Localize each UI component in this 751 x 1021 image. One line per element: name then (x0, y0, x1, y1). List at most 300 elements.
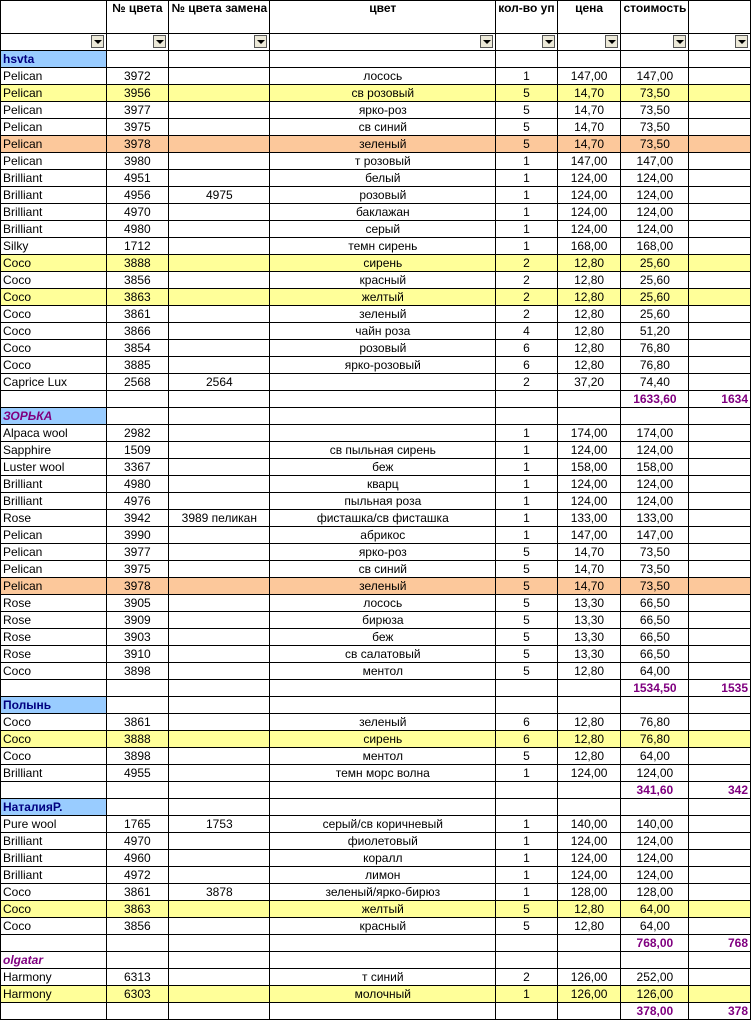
cell-repl[interactable] (169, 629, 270, 646)
cell-brand[interactable]: Pure wool (1, 816, 107, 833)
cell-repl[interactable] (169, 357, 270, 374)
cell-repl[interactable] (169, 867, 270, 884)
cell-price[interactable]: 14,70 (557, 85, 621, 102)
cell-brand[interactable]: Pelican (1, 102, 107, 119)
cell-price[interactable]: 37,20 (557, 374, 621, 391)
cell-color[interactable]: беж (270, 629, 496, 646)
cell-cost[interactable]: 124,00 (621, 833, 689, 850)
cell-repl[interactable] (169, 986, 270, 1003)
filter-dropdown-button[interactable] (735, 35, 748, 48)
cell-repl[interactable] (169, 612, 270, 629)
cell-cost[interactable]: 25,60 (621, 289, 689, 306)
cell-qty[interactable]: 1 (496, 816, 558, 833)
cell-cost[interactable]: 252,00 (621, 969, 689, 986)
cell-cost[interactable]: 147,00 (621, 153, 689, 170)
cell-qty[interactable]: 1 (496, 221, 558, 238)
cell-cost[interactable]: 124,00 (621, 493, 689, 510)
cell-brand[interactable]: Coco (1, 306, 107, 323)
cell-brand[interactable]: Brilliant (1, 833, 107, 850)
cell-brand[interactable]: Rose (1, 612, 107, 629)
cell-qty[interactable]: 1 (496, 442, 558, 459)
cell-num[interactable]: 3863 (106, 289, 169, 306)
cell-brand[interactable]: Silky (1, 238, 107, 255)
cell-color[interactable]: желтый (270, 289, 496, 306)
cell-color[interactable] (270, 425, 496, 442)
cell-num[interactable]: 3977 (106, 102, 169, 119)
cell-cost[interactable]: 126,00 (621, 986, 689, 1003)
cell-brand[interactable]: Brilliant (1, 170, 107, 187)
cell-repl[interactable] (169, 918, 270, 935)
cell-brand[interactable]: Rose (1, 646, 107, 663)
cell-qty[interactable]: 6 (496, 357, 558, 374)
cell-price[interactable]: 13,30 (557, 646, 621, 663)
cell-color[interactable]: т синий (270, 969, 496, 986)
cell-brand[interactable]: Coco (1, 731, 107, 748)
cell-color[interactable]: красный (270, 918, 496, 935)
cell-brand[interactable]: Coco (1, 255, 107, 272)
cell-color[interactable]: серый (270, 221, 496, 238)
cell-qty[interactable]: 5 (496, 544, 558, 561)
cell-cost[interactable]: 76,80 (621, 340, 689, 357)
cell-repl[interactable] (169, 272, 270, 289)
cell-qty[interactable]: 2 (496, 374, 558, 391)
cell-price[interactable]: 126,00 (557, 986, 621, 1003)
cell-price[interactable]: 14,70 (557, 136, 621, 153)
cell-cost[interactable]: 51,20 (621, 323, 689, 340)
cell-num[interactable]: 4970 (106, 833, 169, 850)
cell-brand[interactable]: Brilliant (1, 476, 107, 493)
cell-price[interactable]: 126,00 (557, 969, 621, 986)
cell-cost[interactable]: 66,50 (621, 629, 689, 646)
cell-cost[interactable]: 133,00 (621, 510, 689, 527)
cell-qty[interactable]: 1 (496, 238, 558, 255)
cell-repl[interactable] (169, 323, 270, 340)
cell-cost[interactable]: 64,00 (621, 748, 689, 765)
cell-qty[interactable]: 6 (496, 714, 558, 731)
cell-price[interactable]: 12,80 (557, 340, 621, 357)
cell-price[interactable]: 12,80 (557, 272, 621, 289)
cell-brand[interactable]: Coco (1, 901, 107, 918)
filter-dropdown-button[interactable] (480, 35, 493, 48)
cell-qty[interactable]: 1 (496, 527, 558, 544)
cell-cost[interactable]: 73,50 (621, 561, 689, 578)
cell-color[interactable]: ярко-розовый (270, 357, 496, 374)
cell-brand[interactable]: Coco (1, 340, 107, 357)
cell-cost[interactable]: 124,00 (621, 850, 689, 867)
cell-price[interactable]: 12,80 (557, 289, 621, 306)
cell-color[interactable]: т розовый (270, 153, 496, 170)
cell-num[interactable]: 4956 (106, 187, 169, 204)
cell-brand[interactable]: Brilliant (1, 765, 107, 782)
cell-cost[interactable]: 64,00 (621, 663, 689, 680)
cell-price[interactable]: 14,70 (557, 102, 621, 119)
cell-price[interactable]: 124,00 (557, 442, 621, 459)
cell-repl[interactable] (169, 544, 270, 561)
cell-repl[interactable] (169, 442, 270, 459)
cell-price[interactable]: 12,80 (557, 357, 621, 374)
cell-qty[interactable]: 6 (496, 731, 558, 748)
cell-color[interactable]: абрикос (270, 527, 496, 544)
cell-color[interactable]: сирень (270, 255, 496, 272)
cell-brand[interactable]: Brilliant (1, 493, 107, 510)
cell-brand[interactable]: Caprice Lux (1, 374, 107, 391)
cell-repl[interactable] (169, 561, 270, 578)
cell-repl[interactable] (169, 646, 270, 663)
cell-repl[interactable] (169, 493, 270, 510)
cell-color[interactable]: лосось (270, 595, 496, 612)
cell-brand[interactable]: Coco (1, 323, 107, 340)
cell-cost[interactable]: 124,00 (621, 221, 689, 238)
cell-num[interactable]: 3856 (106, 918, 169, 935)
cell-cost[interactable]: 25,60 (621, 306, 689, 323)
cell-cost[interactable]: 25,60 (621, 272, 689, 289)
cell-repl[interactable] (169, 340, 270, 357)
cell-qty[interactable]: 5 (496, 119, 558, 136)
cell-price[interactable]: 12,80 (557, 901, 621, 918)
cell-repl[interactable] (169, 136, 270, 153)
cell-price[interactable]: 124,00 (557, 867, 621, 884)
cell-color[interactable]: темн сирень (270, 238, 496, 255)
cell-brand[interactable]: Coco (1, 748, 107, 765)
cell-num[interactable]: 3977 (106, 544, 169, 561)
cell-repl[interactable] (169, 765, 270, 782)
cell-num[interactable]: 3972 (106, 68, 169, 85)
cell-cost[interactable]: 158,00 (621, 459, 689, 476)
cell-repl[interactable] (169, 663, 270, 680)
cell-qty[interactable]: 1 (496, 170, 558, 187)
cell-qty[interactable]: 1 (496, 867, 558, 884)
cell-color[interactable]: зеленый (270, 136, 496, 153)
cell-color[interactable]: зеленый/ярко-бирюз (270, 884, 496, 901)
cell-qty[interactable]: 5 (496, 629, 558, 646)
cell-repl[interactable]: 2564 (169, 374, 270, 391)
cell-brand[interactable]: Luster wool (1, 459, 107, 476)
cell-num[interactable]: 3861 (106, 884, 169, 901)
cell-price[interactable]: 14,70 (557, 561, 621, 578)
cell-qty[interactable]: 1 (496, 510, 558, 527)
cell-cost[interactable]: 73,50 (621, 136, 689, 153)
cell-qty[interactable]: 1 (496, 986, 558, 1003)
cell-brand[interactable]: Brilliant (1, 187, 107, 204)
cell-color[interactable]: св пыльная сирень (270, 442, 496, 459)
cell-qty[interactable]: 5 (496, 595, 558, 612)
filter-dropdown-button[interactable] (673, 35, 686, 48)
cell-color[interactable]: темн морс волна (270, 765, 496, 782)
cell-brand[interactable]: Sapphire (1, 442, 107, 459)
cell-num[interactable]: 3903 (106, 629, 169, 646)
cell-qty[interactable]: 1 (496, 765, 558, 782)
cell-num[interactable]: 3888 (106, 255, 169, 272)
cell-price[interactable]: 124,00 (557, 850, 621, 867)
cell-cost[interactable]: 124,00 (621, 170, 689, 187)
cell-cost[interactable]: 73,50 (621, 85, 689, 102)
cell-repl[interactable] (169, 425, 270, 442)
cell-cost[interactable]: 147,00 (621, 68, 689, 85)
cell-cost[interactable]: 147,00 (621, 527, 689, 544)
cell-num[interactable]: 3942 (106, 510, 169, 527)
cell-num[interactable]: 3956 (106, 85, 169, 102)
cell-brand[interactable]: Harmony (1, 969, 107, 986)
cell-brand[interactable]: Pelican (1, 68, 107, 85)
cell-price[interactable]: 12,80 (557, 306, 621, 323)
cell-repl[interactable] (169, 901, 270, 918)
cell-brand[interactable]: Pelican (1, 85, 107, 102)
cell-num[interactable]: 3866 (106, 323, 169, 340)
cell-color[interactable]: пыльная роза (270, 493, 496, 510)
cell-color[interactable]: ментол (270, 663, 496, 680)
cell-repl[interactable] (169, 238, 270, 255)
cell-qty[interactable]: 1 (496, 459, 558, 476)
cell-qty[interactable]: 5 (496, 646, 558, 663)
cell-color[interactable]: зеленый (270, 306, 496, 323)
cell-color[interactable]: фисташка/св фисташка (270, 510, 496, 527)
cell-num[interactable]: 3905 (106, 595, 169, 612)
cell-qty[interactable]: 5 (496, 561, 558, 578)
cell-repl[interactable]: 3878 (169, 884, 270, 901)
cell-num[interactable]: 3888 (106, 731, 169, 748)
cell-num[interactable]: 3885 (106, 357, 169, 374)
cell-cost[interactable]: 76,80 (621, 731, 689, 748)
cell-num[interactable]: 1712 (106, 238, 169, 255)
cell-price[interactable]: 124,00 (557, 493, 621, 510)
cell-color[interactable]: коралл (270, 850, 496, 867)
cell-price[interactable]: 13,30 (557, 629, 621, 646)
cell-qty[interactable]: 1 (496, 884, 558, 901)
cell-qty[interactable]: 1 (496, 68, 558, 85)
cell-qty[interactable]: 1 (496, 187, 558, 204)
cell-color[interactable] (270, 374, 496, 391)
cell-repl[interactable] (169, 221, 270, 238)
cell-color[interactable]: лосось (270, 68, 496, 85)
cell-num[interactable]: 2568 (106, 374, 169, 391)
cell-cost[interactable]: 128,00 (621, 884, 689, 901)
cell-repl[interactable] (169, 289, 270, 306)
cell-price[interactable]: 174,00 (557, 425, 621, 442)
cell-repl[interactable] (169, 255, 270, 272)
cell-color[interactable]: фиолетовый (270, 833, 496, 850)
cell-price[interactable]: 147,00 (557, 153, 621, 170)
cell-brand[interactable]: Coco (1, 918, 107, 935)
cell-cost[interactable]: 66,50 (621, 595, 689, 612)
cell-price[interactable]: 12,80 (557, 255, 621, 272)
cell-cost[interactable]: 140,00 (621, 816, 689, 833)
cell-num[interactable]: 3909 (106, 612, 169, 629)
cell-num[interactable]: 3978 (106, 136, 169, 153)
cell-repl[interactable]: 4975 (169, 187, 270, 204)
cell-num[interactable]: 3856 (106, 272, 169, 289)
cell-repl[interactable] (169, 68, 270, 85)
cell-repl[interactable] (169, 306, 270, 323)
cell-qty[interactable]: 2 (496, 255, 558, 272)
cell-num[interactable]: 3863 (106, 901, 169, 918)
cell-repl[interactable]: 1753 (169, 816, 270, 833)
cell-repl[interactable] (169, 85, 270, 102)
cell-qty[interactable]: 1 (496, 153, 558, 170)
cell-price[interactable]: 12,80 (557, 918, 621, 935)
cell-price[interactable]: 124,00 (557, 833, 621, 850)
cell-color[interactable]: беж (270, 459, 496, 476)
cell-brand[interactable]: Coco (1, 289, 107, 306)
cell-price[interactable]: 13,30 (557, 612, 621, 629)
cell-repl[interactable] (169, 748, 270, 765)
cell-cost[interactable]: 64,00 (621, 918, 689, 935)
cell-price[interactable]: 14,70 (557, 119, 621, 136)
cell-brand[interactable]: Coco (1, 714, 107, 731)
cell-cost[interactable]: 74,40 (621, 374, 689, 391)
cell-repl[interactable] (169, 714, 270, 731)
cell-repl[interactable] (169, 476, 270, 493)
cell-price[interactable]: 168,00 (557, 238, 621, 255)
cell-num[interactable]: 3980 (106, 153, 169, 170)
cell-qty[interactable]: 5 (496, 85, 558, 102)
cell-color[interactable]: св салатовый (270, 646, 496, 663)
cell-brand[interactable]: Pelican (1, 119, 107, 136)
cell-brand[interactable]: Brilliant (1, 867, 107, 884)
cell-qty[interactable]: 1 (496, 204, 558, 221)
cell-brand[interactable]: Brilliant (1, 204, 107, 221)
cell-color[interactable]: св синий (270, 561, 496, 578)
cell-cost[interactable]: 124,00 (621, 187, 689, 204)
cell-num[interactable]: 6313 (106, 969, 169, 986)
cell-cost[interactable]: 76,80 (621, 357, 689, 374)
cell-repl[interactable] (169, 102, 270, 119)
cell-color[interactable]: чайн роза (270, 323, 496, 340)
cell-cost[interactable]: 73,50 (621, 102, 689, 119)
cell-cost[interactable]: 168,00 (621, 238, 689, 255)
cell-num[interactable]: 2982 (106, 425, 169, 442)
cell-price[interactable]: 124,00 (557, 765, 621, 782)
cell-qty[interactable]: 5 (496, 918, 558, 935)
cell-cost[interactable]: 66,50 (621, 646, 689, 663)
cell-repl[interactable] (169, 833, 270, 850)
cell-num[interactable]: 4970 (106, 204, 169, 221)
cell-qty[interactable]: 5 (496, 578, 558, 595)
cell-qty[interactable]: 6 (496, 340, 558, 357)
cell-num[interactable]: 6303 (106, 986, 169, 1003)
cell-cost[interactable]: 66,50 (621, 612, 689, 629)
cell-color[interactable]: белый (270, 170, 496, 187)
cell-qty[interactable]: 2 (496, 289, 558, 306)
cell-num[interactable]: 3990 (106, 527, 169, 544)
cell-repl[interactable] (169, 595, 270, 612)
cell-color[interactable]: ярко-роз (270, 102, 496, 119)
cell-num[interactable]: 4955 (106, 765, 169, 782)
cell-price[interactable]: 128,00 (557, 884, 621, 901)
cell-num[interactable]: 4980 (106, 476, 169, 493)
cell-brand[interactable]: Rose (1, 629, 107, 646)
filter-dropdown-button[interactable] (605, 35, 618, 48)
cell-price[interactable]: 158,00 (557, 459, 621, 476)
cell-color[interactable]: сирень (270, 731, 496, 748)
cell-price[interactable]: 14,70 (557, 578, 621, 595)
cell-brand[interactable]: Brilliant (1, 850, 107, 867)
cell-cost[interactable]: 73,50 (621, 578, 689, 595)
cell-qty[interactable]: 5 (496, 748, 558, 765)
cell-color[interactable]: св синий (270, 119, 496, 136)
cell-num[interactable]: 4972 (106, 867, 169, 884)
cell-num[interactable]: 4951 (106, 170, 169, 187)
cell-repl[interactable]: 3989 пеликан (169, 510, 270, 527)
cell-color[interactable]: желтый (270, 901, 496, 918)
cell-brand[interactable]: Coco (1, 357, 107, 374)
cell-repl[interactable] (169, 731, 270, 748)
filter-dropdown-button[interactable] (91, 35, 104, 48)
cell-price[interactable]: 12,80 (557, 748, 621, 765)
cell-num[interactable]: 3898 (106, 748, 169, 765)
cell-brand[interactable]: Coco (1, 884, 107, 901)
cell-brand[interactable]: Coco (1, 272, 107, 289)
cell-color[interactable]: розовый (270, 340, 496, 357)
cell-cost[interactable]: 73,50 (621, 119, 689, 136)
cell-qty[interactable]: 1 (496, 493, 558, 510)
cell-price[interactable]: 124,00 (557, 221, 621, 238)
cell-num[interactable]: 3898 (106, 663, 169, 680)
cell-num[interactable]: 3367 (106, 459, 169, 476)
cell-qty[interactable]: 5 (496, 136, 558, 153)
cell-qty[interactable]: 1 (496, 476, 558, 493)
cell-price[interactable]: 147,00 (557, 527, 621, 544)
cell-color[interactable]: ментол (270, 748, 496, 765)
cell-brand[interactable]: Pelican (1, 544, 107, 561)
cell-qty[interactable]: 1 (496, 850, 558, 867)
cell-cost[interactable]: 124,00 (621, 867, 689, 884)
cell-num[interactable]: 3861 (106, 306, 169, 323)
cell-repl[interactable] (169, 969, 270, 986)
cell-color[interactable]: зеленый (270, 714, 496, 731)
cell-cost[interactable]: 124,00 (621, 476, 689, 493)
cell-price[interactable]: 124,00 (557, 204, 621, 221)
cell-cost[interactable]: 73,50 (621, 544, 689, 561)
cell-brand[interactable]: Pelican (1, 136, 107, 153)
cell-cost[interactable]: 174,00 (621, 425, 689, 442)
cell-num[interactable]: 3975 (106, 119, 169, 136)
cell-num[interactable]: 3854 (106, 340, 169, 357)
cell-repl[interactable] (169, 119, 270, 136)
cell-color[interactable]: молочный (270, 986, 496, 1003)
cell-num[interactable]: 4980 (106, 221, 169, 238)
cell-brand[interactable]: Pelican (1, 527, 107, 544)
cell-repl[interactable] (169, 578, 270, 595)
cell-color[interactable]: св розовый (270, 85, 496, 102)
cell-price[interactable]: 124,00 (557, 187, 621, 204)
cell-price[interactable]: 124,00 (557, 170, 621, 187)
cell-price[interactable]: 12,80 (557, 731, 621, 748)
cell-price[interactable]: 147,00 (557, 68, 621, 85)
cell-cost[interactable]: 64,00 (621, 901, 689, 918)
cell-price[interactable]: 12,80 (557, 663, 621, 680)
cell-price[interactable]: 12,80 (557, 714, 621, 731)
cell-num[interactable]: 3975 (106, 561, 169, 578)
filter-dropdown-button[interactable] (153, 35, 166, 48)
cell-qty[interactable]: 5 (496, 102, 558, 119)
cell-price[interactable]: 124,00 (557, 476, 621, 493)
cell-repl[interactable] (169, 204, 270, 221)
cell-qty[interactable]: 5 (496, 663, 558, 680)
cell-qty[interactable]: 1 (496, 425, 558, 442)
cell-num[interactable]: 4960 (106, 850, 169, 867)
cell-price[interactable]: 12,80 (557, 323, 621, 340)
cell-color[interactable]: баклажан (270, 204, 496, 221)
cell-cost[interactable]: 76,80 (621, 714, 689, 731)
cell-cost[interactable]: 124,00 (621, 204, 689, 221)
cell-qty[interactable]: 4 (496, 323, 558, 340)
cell-color[interactable]: бирюза (270, 612, 496, 629)
cell-brand[interactable]: Pelican (1, 153, 107, 170)
cell-qty[interactable]: 2 (496, 272, 558, 289)
cell-num[interactable]: 1509 (106, 442, 169, 459)
cell-brand[interactable]: Brilliant (1, 221, 107, 238)
cell-qty[interactable]: 5 (496, 901, 558, 918)
